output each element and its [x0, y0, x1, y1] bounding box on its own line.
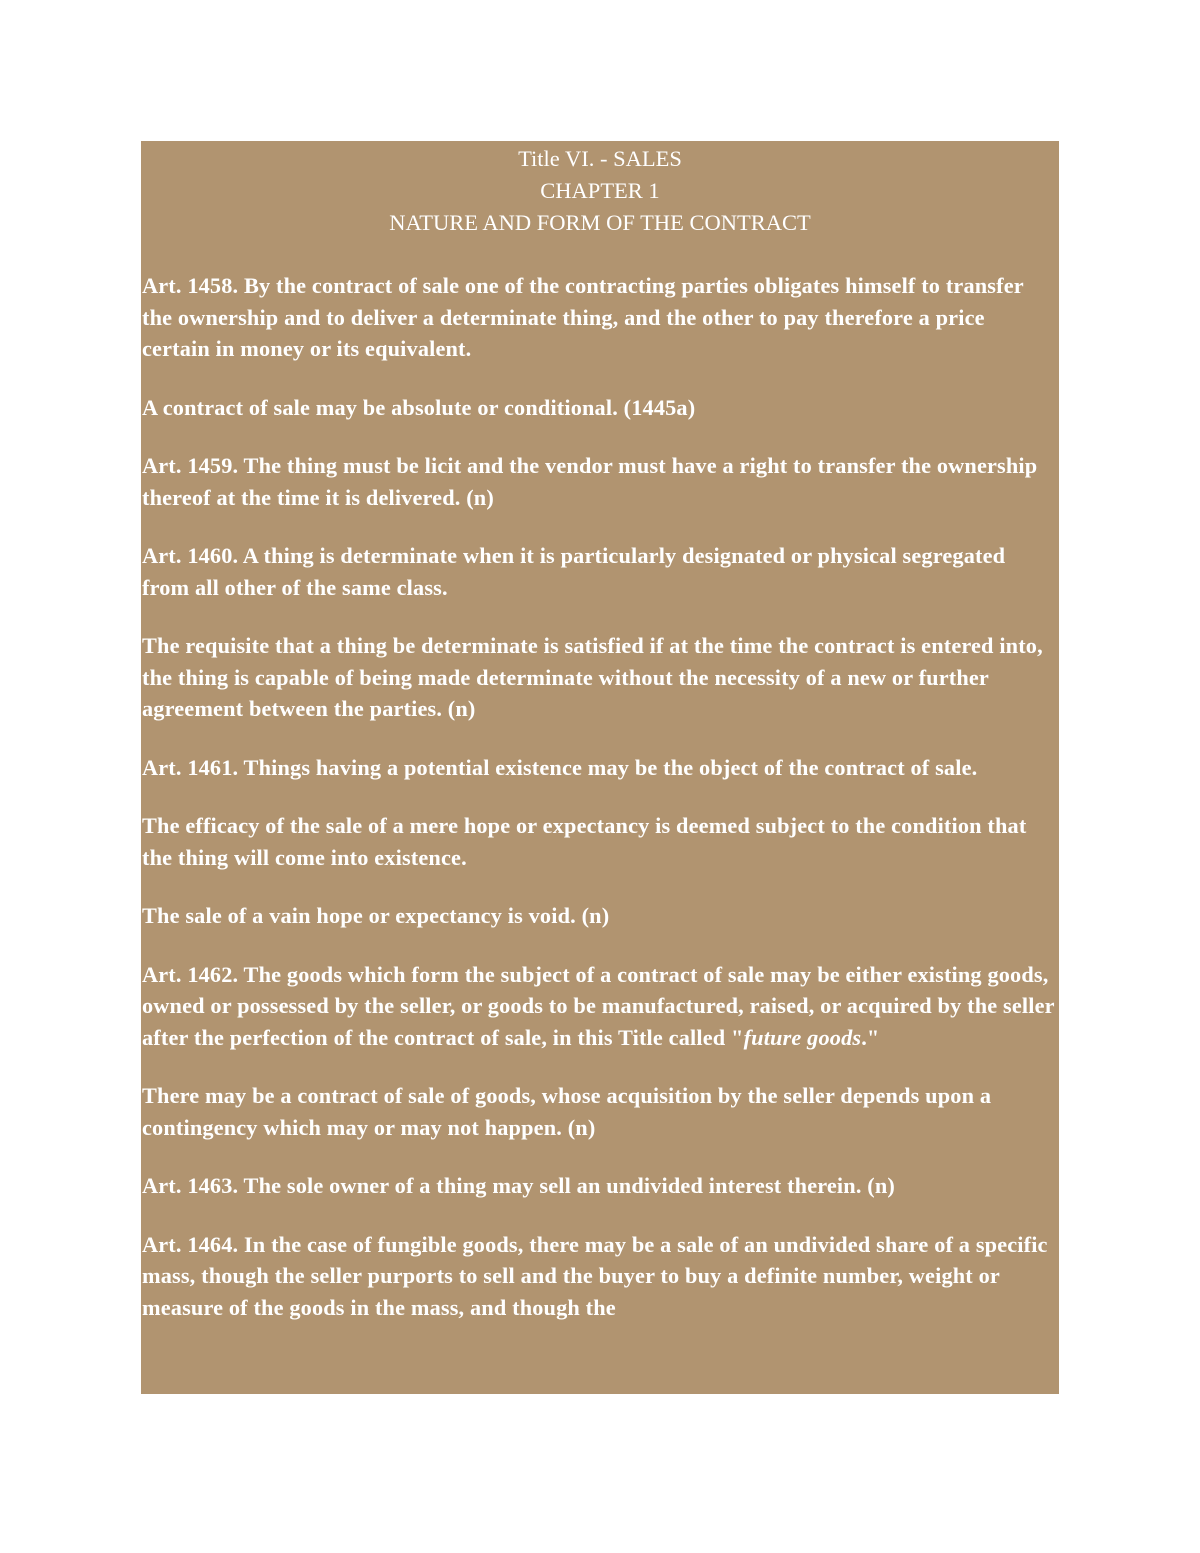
paragraph-art-1458: Art. 1458. By the contract of sale one of the contracting parties obligates himself to transfer the ownership and to deliver a determinate thing, and the other to pay therefore a price certain in money or its equivalent.: [142, 273, 1024, 361]
document-title: Title VI. - SALES: [518, 146, 682, 171]
paragraph-text: Art. 1462. The goods which form the subject of a contract of sale may be either existing goods, owned or possessed by the seller, or goods to be manufactured, raised, or acquired by the seller after the perfection of the contract of sale, in this Title called ": [142, 961, 1055, 1050]
paragraph-art-1462: [141, 959, 1059, 1054]
future-goods-term: future goods: [743, 1024, 862, 1050]
paragraph: The requisite that a thing be determinate is satisfied if at the time the contract is entered into, the thing is capable of being made determinate without the necessity of a new or further agreement between the parties. (n): [142, 633, 1043, 721]
paragraph-text-end: .": [861, 1024, 880, 1050]
document-heading: [141, 143, 1059, 239]
paragraph: There may be a contract of sale of goods, whose acquisition by the seller depends upon a contingency which may or may not happen. (n): [142, 1083, 992, 1140]
content-panel: [141, 141, 1059, 1394]
paragraph-art-1460: Art. 1460. A thing is determinate when it is particularly designated or physical segregated from all other of the same class.: [142, 543, 1006, 600]
paragraph-art-1459: Art. 1459. The thing must be licit and the vendor must have a right to transfer the ownership thereof at the time it is delivered. (n): [142, 453, 1038, 510]
chapter-title: NATURE AND FORM OF THE CONTRACT: [389, 210, 811, 235]
paragraph-art-1464: Art. 1464. In the case of fungible goods, there may be a sale of an undivided share of a specific mass, though the seller purports to sell and the buyer to buy a definite number, weight or measure of the goods in the mass, and though the: [142, 1231, 1048, 1320]
paragraph-art-1461: Art. 1461. Things having a potential existence may be the object of the contract of sale.: [142, 754, 978, 780]
paragraph-art-1463: Art. 1463. The sole owner of a thing may sell an undivided interest therein. (n): [142, 1173, 895, 1198]
chapter-number: CHAPTER 1: [540, 178, 660, 203]
paragraph: A contract of sale may be absolute or conditional. (1445a): [142, 394, 696, 420]
paragraph: The efficacy of the sale of a mere hope or expectancy is deemed subject to the condition that the thing will come into existence.: [142, 813, 1027, 870]
document-body: [141, 270, 1059, 1323]
paragraph: The sale of a vain hope or expectancy is void. (n): [142, 903, 610, 928]
